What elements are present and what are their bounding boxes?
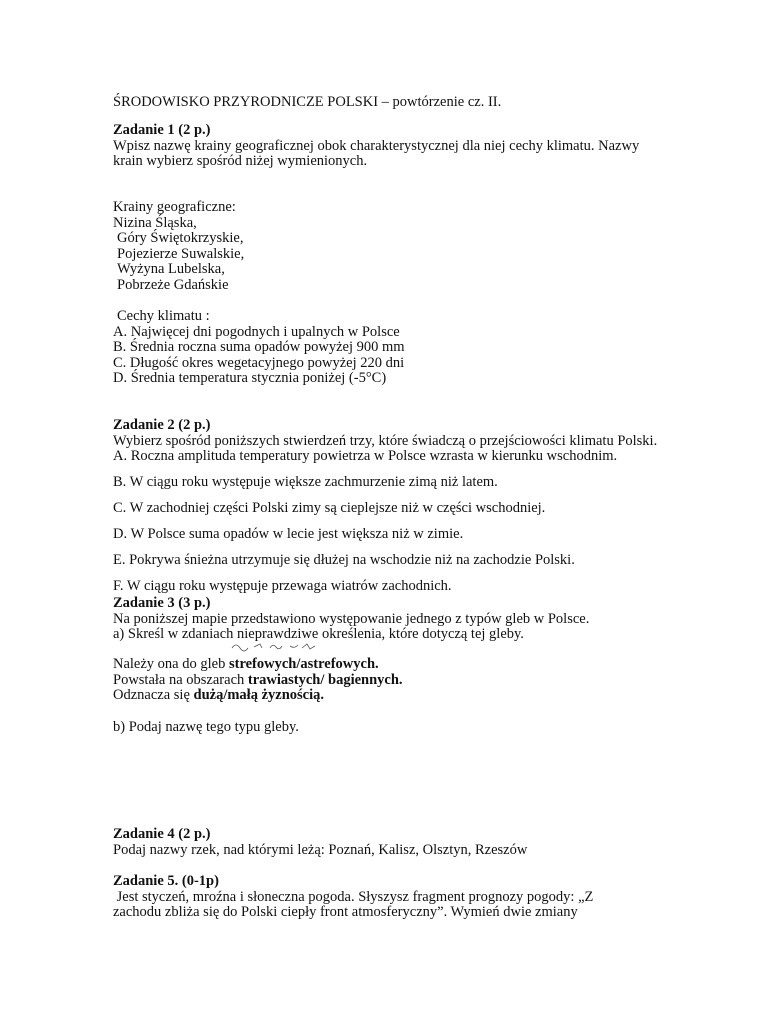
task3-part-a: a) Skreśl w zdaniach nieprawdziwe określenia, które dotyczą tej gleby. bbox=[113, 626, 524, 643]
task4-heading: Zadanie 4 (2 p.) bbox=[113, 826, 211, 842]
task3-intro: Na poniższej mapie przedstawiono występowanie jednego z typów gleb w Polsce. bbox=[113, 610, 590, 627]
task2-statement: C. W zachodniej części Polski zimy są cieplejsze niż w części wschodniej. bbox=[113, 500, 546, 516]
task1-instruction-line: Wpisz nazwę krainy geograficznej obok charakterystycznej dla niej cechy klimatu. Nazwy bbox=[113, 137, 640, 154]
task5-text-line: Jest styczeń, mroźna i słoneczna pogoda. Słyszysz fragment prognozy pogody: „Z bbox=[113, 888, 594, 905]
task5-heading: Zadanie 5. (0-1p) bbox=[113, 873, 219, 889]
task4-instructions: Podaj nazwy rzek, nad którymi leżą: Poznań, Kalisz, Olsztyn, Rzeszów bbox=[113, 841, 528, 858]
task1-heading: Zadanie 1 (2 p.) bbox=[113, 122, 211, 138]
climate-feature: B. Średnia roczna suma opadów powyżej 900 mm bbox=[113, 339, 405, 356]
climate-feature: A. Najwięcej dni pogodnych i upalnych w Polsce bbox=[113, 323, 400, 340]
task3-heading: Zadanie 3 (3 p.) bbox=[113, 595, 211, 611]
task2-heading: Zadanie 2 (2 p.) bbox=[113, 417, 211, 433]
task5-text-line: zachodu zbliża się do Polski ciepły front atmosferyczny”. Wymień dwie zmiany bbox=[113, 904, 578, 921]
soil-sentence bbox=[113, 688, 673, 704]
sentence-options: trawiastych/ bagiennych. bbox=[247, 671, 403, 688]
task3-part-b: b) Podaj nazwę tego typu gleby. bbox=[113, 719, 299, 735]
sentence-text: Powstała na obszarach bbox=[113, 671, 248, 688]
task2-statement: A. Roczna amplituda temperatury powietrza w Polsce wzrasta w kierunku wschodnim. bbox=[113, 448, 618, 465]
soil-sentence bbox=[113, 657, 673, 673]
task2-section bbox=[113, 418, 673, 465]
regions-list bbox=[113, 200, 673, 294]
region-item: Pobrzeże Gdańskie bbox=[117, 276, 229, 293]
task2-statement: D. W Polsce suma opadów w lecie jest większa niż w zimie. bbox=[113, 526, 464, 542]
task5-section bbox=[113, 874, 673, 921]
task1-section bbox=[113, 123, 673, 170]
sentence-text: Należy ona do gleb bbox=[113, 656, 229, 672]
sentence-options: dużą/małą żyznością. bbox=[193, 687, 325, 704]
climate-heading: Cechy klimatu : bbox=[117, 308, 210, 324]
regions-heading: Krainy geograficzne: bbox=[113, 199, 236, 215]
region-item: Pojezierze Suwalskie, bbox=[117, 245, 245, 262]
climate-feature: C. Długość okres wegetacyjnego powyżej 220 dni bbox=[113, 354, 405, 371]
sentence-options: strefowych/astrefowych. bbox=[228, 656, 379, 672]
task2-instructions: Wybierz spośród poniższych stwierdzeń trzy, które świadczą o przejściowości klimatu Polski. bbox=[113, 432, 658, 449]
climate-feature: D. Średnia temperatura stycznia poniżej (-5°C) bbox=[113, 370, 387, 387]
task2-statement: F. W ciągu roku występuje przewaga wiatrów zachodnich. bbox=[113, 578, 452, 594]
sentence-text: Odznacza się bbox=[113, 687, 194, 704]
region-item: Wyżyna Lubelska, bbox=[117, 261, 225, 278]
task3-sentences bbox=[113, 657, 673, 704]
task2-statement: E. Pokrywa śnieżna utrzymuje się dłużej na wschodzie niż na zachodzie Polski. bbox=[113, 552, 575, 568]
task1-instruction-line: krain wybierz spośród niżej wymienionych. bbox=[113, 153, 368, 170]
climate-features-list bbox=[113, 309, 673, 387]
handwritten-scribble bbox=[230, 640, 320, 652]
page-title: ŚRODOWISKO PRZYRODNICZE POLSKI – powtórzenie cz. II. bbox=[113, 94, 502, 110]
soil-sentence bbox=[113, 673, 673, 689]
task3-section bbox=[113, 596, 673, 643]
region-item: Nizina Śląska, bbox=[113, 214, 197, 231]
task4-section bbox=[113, 827, 673, 858]
task2-statement: B. W ciągu roku występuje większe zachmurzenie zimą niż latem. bbox=[113, 474, 498, 490]
region-item: Góry Świętokrzyskie, bbox=[117, 230, 244, 247]
